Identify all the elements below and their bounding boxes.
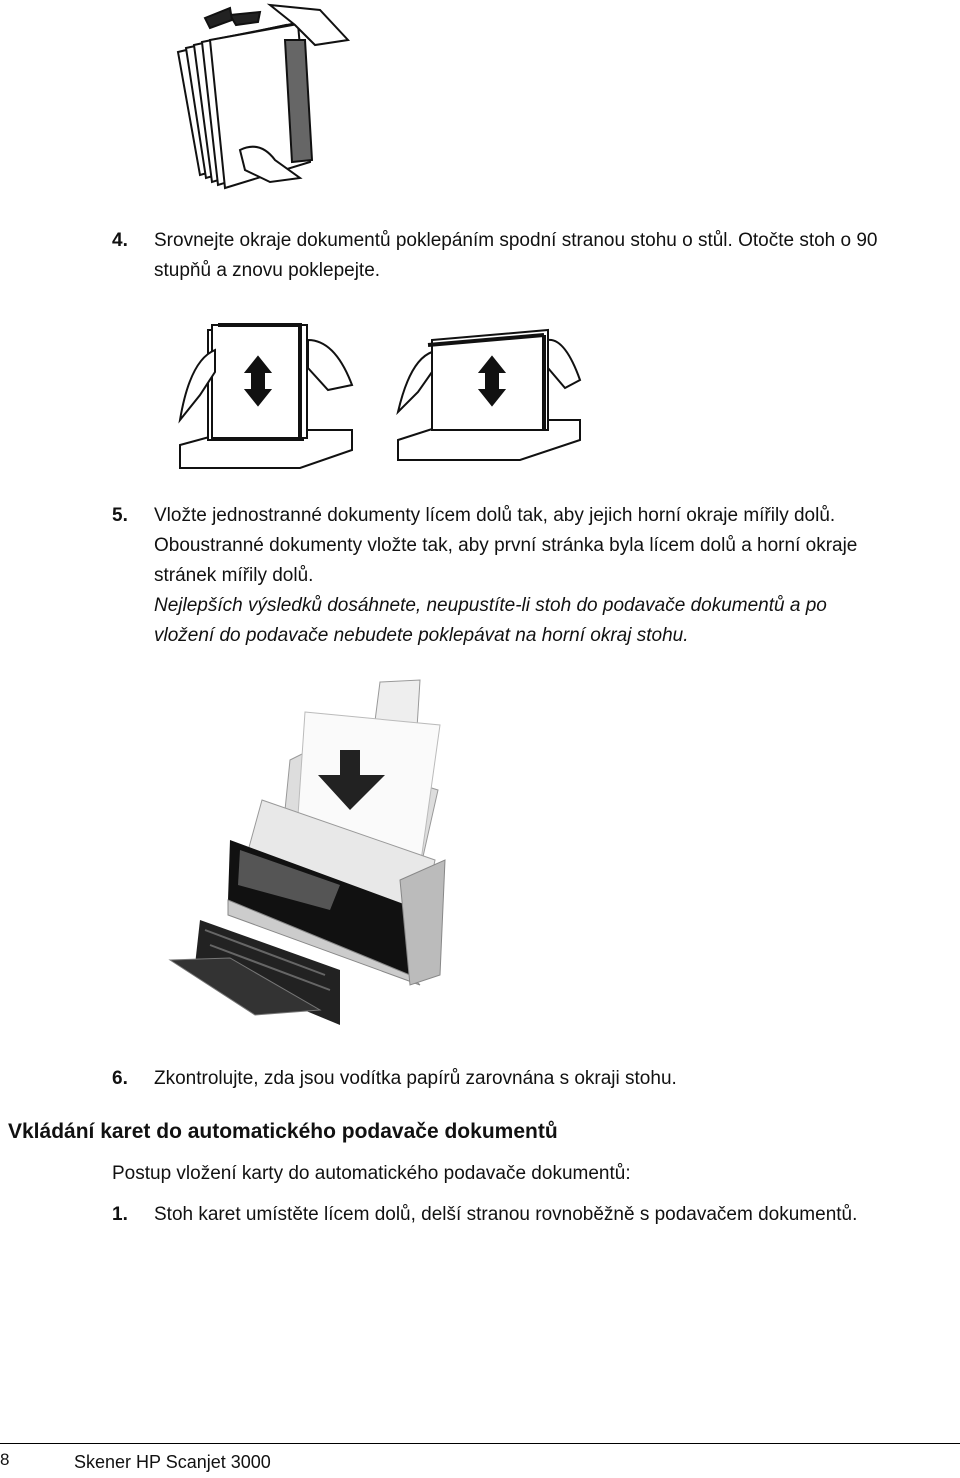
step-text-line: Stoh karet umístěte lícem dolů, delší stranou rovnoběžně s podavačem dokumentů. bbox=[154, 1204, 858, 1225]
step-note-line: Nejlepších výsledků dosáhnete, neupustíte-li stoh do podavače dokumentů a po bbox=[154, 595, 827, 616]
section-heading: Vkládání karet do automatického podavače dokumentů bbox=[8, 1120, 558, 1143]
step-number: 5. bbox=[112, 505, 128, 526]
step-text-line: stupňů a znovu poklepejte. bbox=[154, 260, 381, 281]
step-text-line: Vložte jednostranné dokumenty lícem dolů tak, aby jejich horní okraje mířily dolů. bbox=[154, 505, 836, 526]
step-text-line: Oboustranné dokumenty vložte tak, aby první stránka byla lícem dolů a horní okraje bbox=[154, 535, 858, 556]
tapping-stack-right bbox=[398, 330, 580, 460]
scanner-with-paper bbox=[170, 680, 445, 1025]
tapping-stack-left bbox=[180, 325, 352, 468]
fanning-paper-stack bbox=[178, 5, 348, 188]
step-text-line: Srovnejte okraje dokumentů poklepáním spodní stranou stohu o stůl. Otočte stoh o 90 bbox=[154, 230, 878, 251]
step-number: 1. bbox=[112, 1204, 128, 1225]
step-note-line: vložení do podavače nebudete poklepávat na horní okraj stohu. bbox=[154, 625, 689, 646]
page-number: 8 bbox=[0, 1450, 10, 1469]
step-number: 4. bbox=[112, 230, 128, 251]
step-text-line: Zkontrolujte, zda jsou vodítka papírů zarovnána s okraji stohu. bbox=[154, 1068, 677, 1089]
footer-title: Skener HP Scanjet 3000 bbox=[74, 1452, 271, 1472]
footer-divider bbox=[0, 1443, 960, 1444]
step-text-line: stránek mířily dolů. bbox=[154, 565, 314, 586]
section-intro: Postup vložení karty do automatického podavače dokumentů: bbox=[112, 1163, 631, 1184]
step-number: 6. bbox=[112, 1068, 128, 1089]
